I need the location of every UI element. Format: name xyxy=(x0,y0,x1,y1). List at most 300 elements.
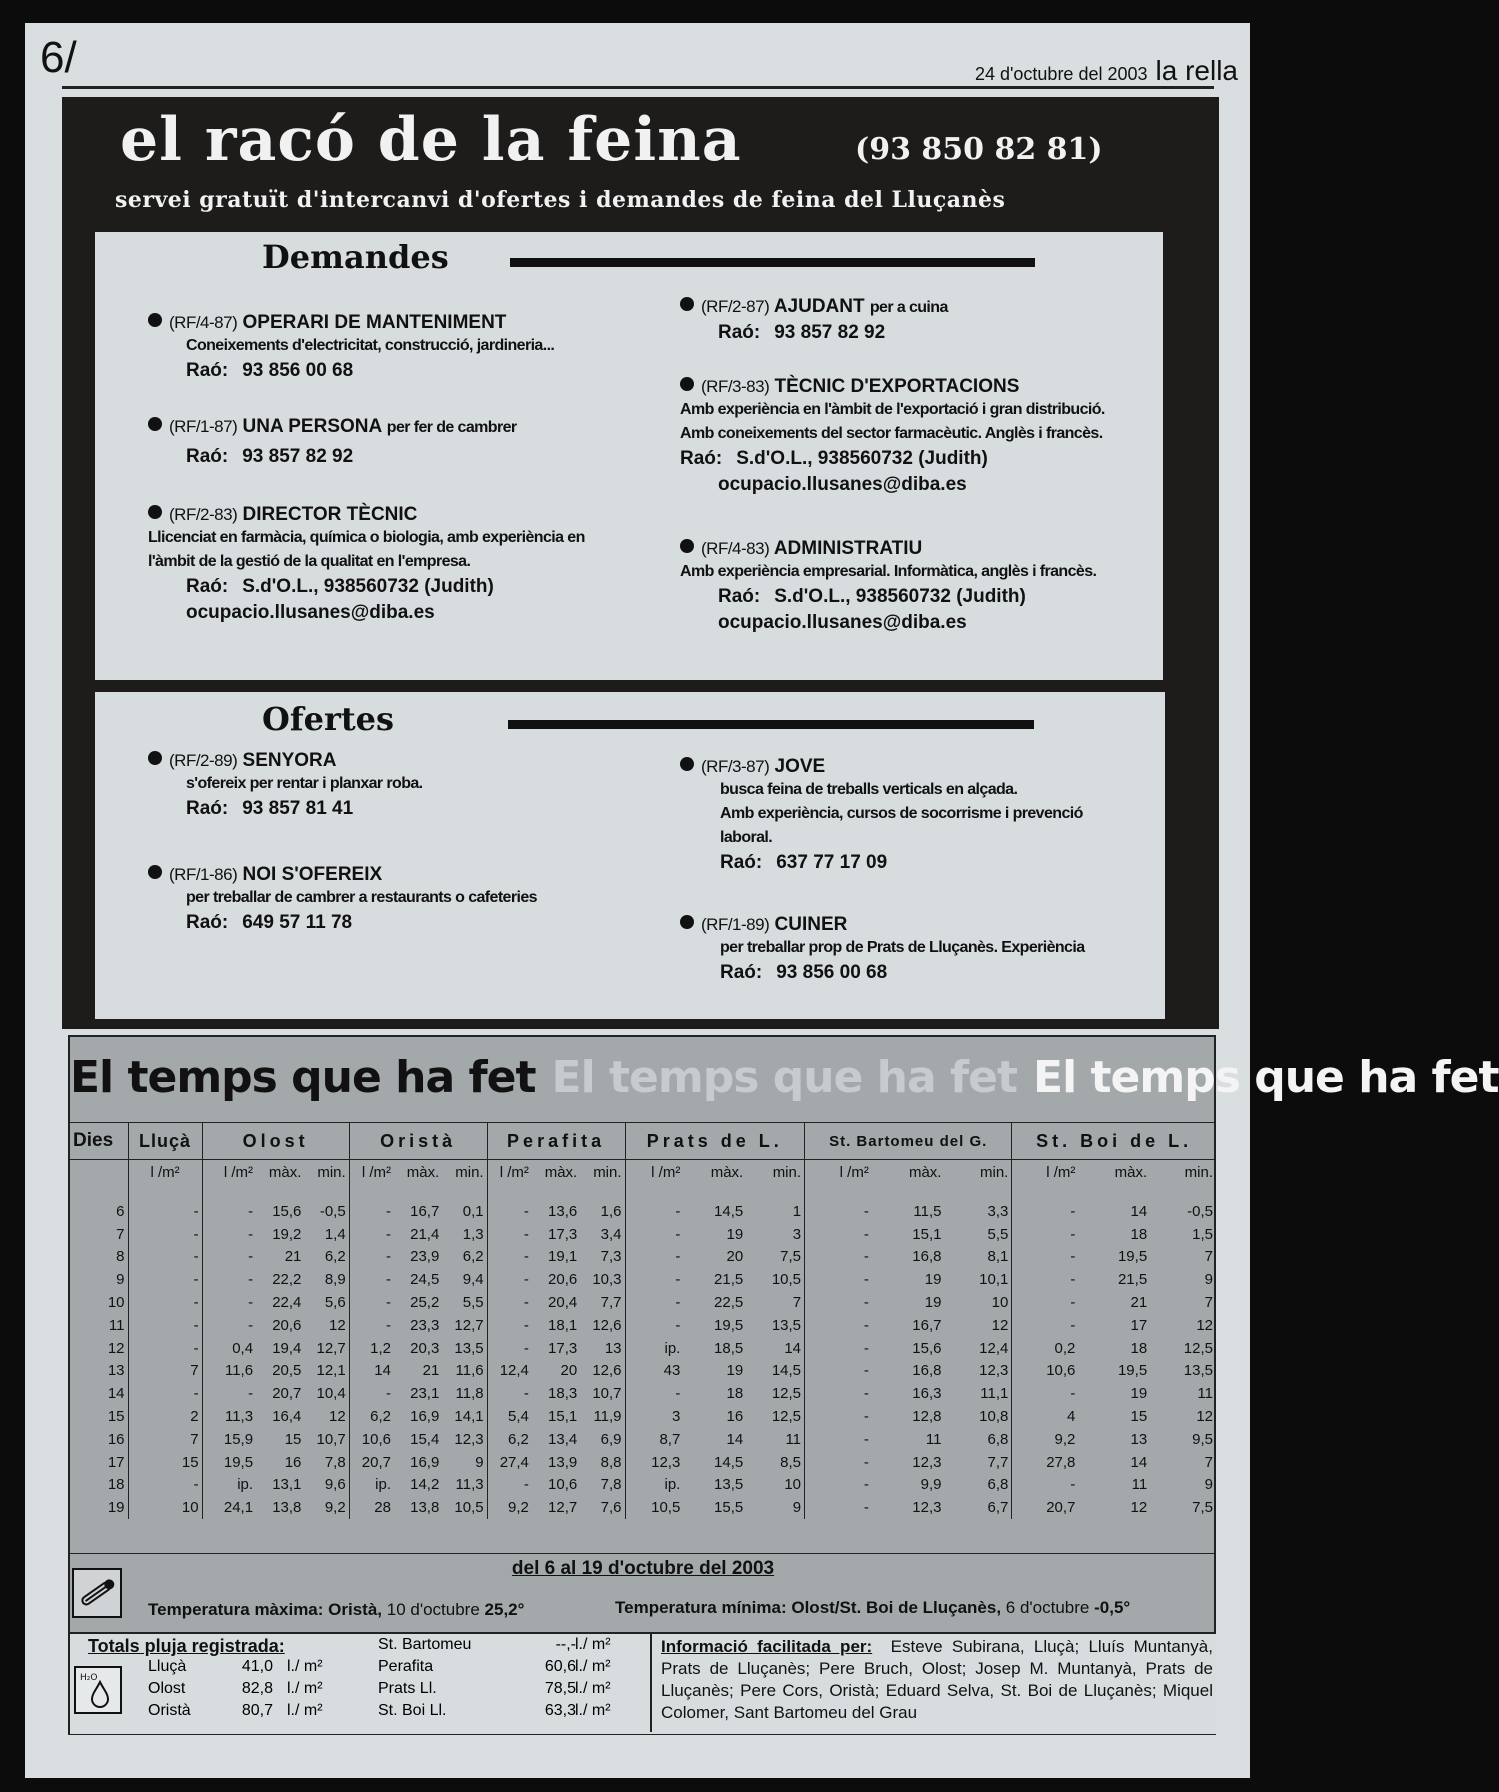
weather-cell: - xyxy=(805,1474,872,1497)
station-header: Lluçà xyxy=(128,1123,202,1160)
ofertes-rule xyxy=(508,720,1034,729)
weather-row xyxy=(70,1474,1216,1497)
weather-cell: 18,1 xyxy=(548,1316,578,1334)
weather-cell: 12,4 xyxy=(487,1360,532,1383)
weather-row xyxy=(70,1200,1216,1223)
weather-cell: 1,5 xyxy=(1192,1225,1213,1243)
weather-cell: 21 xyxy=(1130,1294,1148,1312)
weather-cell: 13,5 xyxy=(454,1339,484,1357)
rain-total-unit: l./ m² xyxy=(287,1702,323,1719)
weather-cell: 20 xyxy=(726,1248,744,1266)
weather-cell: - xyxy=(349,1200,394,1223)
weather-cell: - xyxy=(128,1223,202,1246)
weather-cell: 8 xyxy=(116,1248,125,1266)
svg-text:H₂O: H₂O xyxy=(80,1673,98,1683)
weather-cell: 13,8 xyxy=(410,1499,440,1517)
weather-cell: 13 xyxy=(107,1362,125,1380)
weather-cell: 2 xyxy=(128,1405,202,1428)
weather-cell: - xyxy=(805,1200,872,1223)
weather-cell: 13 xyxy=(604,1339,622,1357)
weather-cell: 11 xyxy=(925,1430,942,1448)
weather-row xyxy=(70,1223,1216,1246)
weather-cell: 13 xyxy=(1130,1430,1148,1448)
rain-total-unit: l./ m² xyxy=(287,1658,323,1675)
weather-cell: 9,2 xyxy=(487,1496,532,1519)
job-demand-item: (RF/1-87) UNA PERSONA per fer de cambrer Raó: 93 857 82 92 xyxy=(148,416,517,470)
weather-row xyxy=(70,1405,1216,1428)
weather-cell: 7,7 xyxy=(987,1453,1009,1471)
weather-cell: 6,2 xyxy=(487,1428,532,1451)
weather-cell: 23,9 xyxy=(410,1248,440,1266)
publication-name: la rella xyxy=(1155,55,1238,86)
rain-total-unit: l./ m² xyxy=(575,1680,611,1697)
demandes-rule xyxy=(510,258,1035,267)
weather-cell: - xyxy=(128,1291,202,1314)
weather-cell: - xyxy=(1012,1314,1079,1337)
bullet-icon xyxy=(148,751,162,765)
weather-row xyxy=(70,1496,1216,1519)
weather-cell: 9 xyxy=(1204,1271,1213,1289)
weather-cell: 1,3 xyxy=(462,1225,484,1243)
email-link: ocupacio.llusanes@diba.es xyxy=(718,612,967,633)
job-demand-item: (RF/2-83) DIRECTOR TÈCNIC Llicenciat en farmàcia, química o biologia, amb experiència en l'àmbit de la gestió de la qualitat en l'empresa. Raó: S.d'O.L., 938560732 (Judith) ocupacio.llusanes@diba.es xyxy=(148,504,585,626)
weather-cell: 19,4 xyxy=(272,1339,302,1357)
weather-cell: 27,4 xyxy=(487,1451,532,1474)
weather-cell: ip. xyxy=(202,1474,256,1497)
weather-cell: 23,1 xyxy=(410,1385,440,1403)
weather-cell: 10 xyxy=(107,1294,125,1312)
weather-cell: 20,7 xyxy=(349,1451,394,1474)
weather-cell: 24,1 xyxy=(202,1496,256,1519)
weather-cell: 13,4 xyxy=(548,1430,578,1448)
weather-cell: -0,5 xyxy=(319,1202,346,1220)
weather-cell: 12,7 xyxy=(548,1499,578,1517)
weather-cell: ip. xyxy=(349,1474,394,1497)
weather-cell: 20,6 xyxy=(548,1271,578,1289)
weather-cell: 10,7 xyxy=(316,1430,346,1448)
weather-cell: - xyxy=(202,1382,256,1405)
weather-cell: 18 xyxy=(1130,1339,1148,1357)
weather-cell: - xyxy=(625,1314,683,1337)
weather-cell: 10 xyxy=(991,1294,1009,1312)
weather-cell: 19 xyxy=(1130,1385,1148,1403)
weather-cell: 12,5 xyxy=(771,1385,802,1403)
weather-cell: 13,5 xyxy=(714,1476,744,1494)
demandes-title: Demandes xyxy=(262,238,449,276)
weather-cell: - xyxy=(128,1337,202,1360)
weather-row xyxy=(70,1314,1216,1337)
weather-cell: 17,3 xyxy=(548,1339,578,1357)
weather-cell: 5,5 xyxy=(462,1294,484,1312)
weather-cell: 8,8 xyxy=(600,1453,622,1471)
weather-cell: - xyxy=(487,1474,532,1497)
weather-cell: 24,5 xyxy=(410,1271,440,1289)
bullet-icon xyxy=(148,865,162,879)
weather-row xyxy=(70,1360,1216,1383)
weather-cell: 7,8 xyxy=(600,1476,622,1494)
weather-cell: 12,8 xyxy=(912,1408,942,1426)
weather-cell: 16 xyxy=(726,1408,744,1426)
weather-cell: 6,8 xyxy=(987,1430,1009,1448)
rain-total-name: St. Boi Ll. xyxy=(378,1702,447,1719)
info-credits: Informació facilitada per: Esteve Subirana, Lluçà; Lluís Muntanyà, Prats de Lluçanès; Pere Bruch, Olost; Josep M. Muntanyà, Prats de Lluçanès; Pere Cors, Oristà; Eduard Selva, St. Boi de Lluçanès; Miquel Colomer, Sant Bartomeu del Grau xyxy=(661,1637,1213,1722)
weather-cell: 6,9 xyxy=(600,1430,622,1448)
weather-cell: - xyxy=(625,1223,683,1246)
weather-cell: 4 xyxy=(1012,1405,1079,1428)
weather-cell: - xyxy=(349,1268,394,1291)
weather-cell: 10,4 xyxy=(316,1385,346,1403)
weather-cell: 7 xyxy=(1204,1453,1213,1471)
weather-cell: 7,6 xyxy=(600,1499,622,1517)
weather-cell: 0,1 xyxy=(462,1202,484,1220)
weather-cell: 11,8 xyxy=(455,1385,484,1403)
station-header: Prats de L. xyxy=(625,1123,805,1160)
weather-cell: 10,6 xyxy=(548,1476,578,1494)
weather-cell: - xyxy=(349,1223,394,1246)
weather-cell: - xyxy=(202,1291,256,1314)
weather-cell: 12 xyxy=(1196,1316,1213,1334)
weather-cell: 11,9 xyxy=(593,1408,622,1426)
weather-cell: 7,5 xyxy=(780,1248,802,1266)
weather-cell: 19,5 xyxy=(1117,1362,1148,1380)
weather-cell: - xyxy=(625,1291,683,1314)
weather-cell: 11 xyxy=(1197,1385,1213,1403)
weather-cell: - xyxy=(805,1405,872,1428)
weather-cell: 14,2 xyxy=(410,1476,440,1494)
weather-cell: 14 xyxy=(349,1360,394,1383)
weather-cell: 14,5 xyxy=(714,1453,744,1471)
weather-cell: 16,7 xyxy=(912,1316,942,1334)
weather-cell: 20,4 xyxy=(548,1294,578,1312)
weather-cell: 6,2 xyxy=(462,1248,484,1266)
weather-cell: 10,1 xyxy=(979,1271,1009,1289)
weather-cell: 16,9 xyxy=(410,1453,440,1471)
weather-cell: 1 xyxy=(792,1202,802,1220)
weather-cell: 19 xyxy=(107,1499,125,1517)
job-demand-item: (RF/3-83) TÈCNIC D'EXPORTACIONS Amb experiència en l'àmbit de l'exportació i gran distribució. Amb coneixements del sector farmacèutic. Anglès i francès. Raó: S.d'O.L., 938560732 (Judith) ocupacio.llusanes@diba.es xyxy=(680,376,1105,498)
weather-cell: 9,9 xyxy=(920,1476,942,1494)
weather-cell: 15 xyxy=(128,1451,202,1474)
job-corner-subtitle: servei gratuït d'intercanvi d'ofertes i demandes de feina del Lluçanès xyxy=(115,187,1006,213)
rain-total-value: 60,6 xyxy=(544,1658,576,1675)
rain-total-unit: l./ m² xyxy=(287,1680,323,1697)
weather-cell: - xyxy=(1012,1382,1079,1405)
weather-cell: 19,5 xyxy=(202,1451,256,1474)
weather-cell: 16,4 xyxy=(272,1408,302,1426)
weather-cell: - xyxy=(349,1382,394,1405)
weather-cell: 20,6 xyxy=(272,1316,302,1334)
weather-cell: 15,5 xyxy=(714,1499,744,1517)
weather-cell: 8,5 xyxy=(780,1453,802,1471)
bullet-icon xyxy=(680,297,694,311)
weather-cell: 13,5 xyxy=(771,1316,802,1334)
weather-cell: - xyxy=(128,1200,202,1223)
weather-cell: - xyxy=(202,1200,256,1223)
weather-cell: - xyxy=(805,1314,872,1337)
weather-cell: 20,7 xyxy=(1012,1496,1079,1519)
weather-cell: 23,3 xyxy=(410,1316,440,1334)
weather-cell: - xyxy=(487,1246,532,1269)
weather-cell: - xyxy=(1012,1246,1079,1269)
weather-cell: 14 xyxy=(1130,1202,1148,1220)
weather-cell: 13,9 xyxy=(548,1453,578,1471)
weather-cell: 7,8 xyxy=(324,1453,346,1471)
weather-cell: 14 xyxy=(784,1339,802,1357)
weather-cell: 14,5 xyxy=(771,1362,802,1380)
weather-cell: 17,3 xyxy=(548,1225,578,1243)
page-number: 6/ xyxy=(40,33,77,82)
weather-cell: 18 xyxy=(1130,1225,1148,1243)
weather-cell: - xyxy=(805,1428,872,1451)
weather-cell: 21,4 xyxy=(410,1225,440,1243)
weather-cell: 20 xyxy=(560,1362,578,1380)
weather-cell: 11,3 xyxy=(455,1476,484,1494)
weather-cell: 3 xyxy=(792,1225,802,1243)
weather-cell: 11,6 xyxy=(455,1362,484,1380)
weather-row xyxy=(70,1428,1216,1451)
weather-cell: 15,6 xyxy=(272,1202,302,1220)
weather-table: Dies Lluçà Olost Oristà Perafita Prats de L. St. Bartomeu del G. St. Boi de L. l /m² l /m² màx. min. l /m² màx. min. l /m² màx. min. l /m² màx. min. l /m² màx. min. l /m² màx. min. 6 - - 15,6 -0,5 - 16,7 0,1 - 13,6 1,6 - 14,5 1 - 11,5 3,3 - 14 -0,5 7 - - 19,2 1,4 - 21,4 1,3 - 17,3 3,4 - 19 3 - 15,1 5,5 - 18 1,5 8 - - 21 6,2 - 23,9 6,2 - 19,1 7,3 - 20 7,5 - 16,8 8,1 - 19,5 7 9 - - 22,2 8,9 - 24,5 9,4 - 20,6 10,3 - 21,5 10,5 - 19 10,1 - 21,5 9 10 - - 22,4 5,6 - 25,2 5,5 - 20,4 7,7 - 22,5 7 - 19 10 - 21 7 11 - - 20,6 12 - 23,3 12,7 - 18,1 12,6 - 19,5 13,5 - 16,7 12 - 17 12 12 - 0,4 19,4 12,7 1,2 20,3 13,5 - 17,3 13 ip. 18,5 14 - 15,6 12,4 0,2 18 12,5 13 7 11,6 20,5 12,1 14 21 11,6 12,4 20 12,6 43 19 14,5 - 16,8 12,3 10,6 19,5 13,5 14 - - 20,7 10,4 - 23,1 11,8 - 18,3 10,7 - 18 12,5 - 16,3 11,1 - 19 11 15 2 11,3 16,4 12 6,2 16,9 14,1 5,4 15,1 11,9 3 16 12,5 - 12,8 10,8 4 15 12 16 7 15,9 15 10,7 10,6 15,4 12,3 6,2 13,4 6,9 8,7 14 11 - 11 6,8 9,2 13 9,5 17 15 19,5 16 7,8 20,7 16,9 9 27,4 13,9 8,8 12,3 14,5 8,5 - 12,3 7,7 27,8 14 7 18 - ip. 13,1 9,6 ip. 14,2 11,3 - 10,6 7,8 ip. 13,5 10 - 9,9 6,8 - 11 9 19 10 24,1 13,8 9,2 28 13,8 10,5 9,2 12,7 7,6 10,5 15,5 9 - 12,3 6,7 20,7 12 7,5 xyxy=(70,1122,1216,1519)
job-offer-item: (RF/3-87) JOVE busca feina de treballs verticals en alçada. Amb experiència, cursos de socorrisme i prevenció laboral. Raó: 637 77 17 09 xyxy=(680,756,1083,876)
water-drop-icon xyxy=(74,1666,122,1714)
weather-cell: 19 xyxy=(726,1362,744,1380)
weather-cell: 16,7 xyxy=(410,1202,440,1220)
weather-cell: 12,7 xyxy=(316,1339,346,1357)
weather-cell: 16,8 xyxy=(912,1362,942,1380)
weather-cell: - xyxy=(805,1268,872,1291)
weather-cell: 3,3 xyxy=(987,1202,1009,1220)
weather-cell: - xyxy=(805,1246,872,1269)
weather-cell: 16 xyxy=(284,1453,302,1471)
weather-cell: - xyxy=(805,1382,872,1405)
weather-cell: 10,5 xyxy=(625,1496,683,1519)
weather-cell: 12 xyxy=(991,1316,1009,1334)
weather-cell: 21 xyxy=(284,1248,302,1266)
weather-cell: 13,6 xyxy=(548,1202,578,1220)
weather-cell: 11,1 xyxy=(980,1385,1009,1403)
weather-cell: - xyxy=(128,1268,202,1291)
weather-cell: 7 xyxy=(1204,1248,1213,1266)
weather-cell: ip. xyxy=(625,1337,683,1360)
weather-cell: 7 xyxy=(792,1294,802,1312)
weather-cell: 9,2 xyxy=(1012,1428,1079,1451)
station-header: St. Bartomeu del G. xyxy=(805,1123,1012,1160)
weather-cell: 20,5 xyxy=(272,1362,302,1380)
weather-cell: 10,3 xyxy=(592,1271,622,1289)
rain-total-name: Prats Ll. xyxy=(378,1680,437,1697)
weather-cell: - xyxy=(128,1246,202,1269)
job-demand-item: (RF/4-87) OPERARI DE MANTENIMENT Coneixements d'electricitat, construcció, jardineria... Raó: 93 856 00 68 xyxy=(148,312,554,384)
weather-cell: 16 xyxy=(107,1430,125,1448)
rain-total-name: Perafita xyxy=(378,1658,434,1675)
weather-cell: - xyxy=(1012,1223,1079,1246)
rain-total-name: Lluçà xyxy=(148,1658,187,1675)
job-demand-item: (RF/2-87) AJUDANT per a cuina Raó: 93 857 82 92 xyxy=(680,296,948,346)
weather-cell: 22,2 xyxy=(272,1271,302,1289)
weather-cell: - xyxy=(805,1223,872,1246)
weather-cell: - xyxy=(202,1314,256,1337)
weather-cell: - xyxy=(128,1314,202,1337)
weather-cell: 12 xyxy=(107,1339,125,1357)
weather-cell: 20,7 xyxy=(272,1385,302,1403)
weather-cell: 20,3 xyxy=(410,1339,440,1357)
weather-cell: 7 xyxy=(128,1428,202,1451)
weather-row xyxy=(70,1246,1216,1269)
weather-cell: 11,6 xyxy=(202,1360,256,1383)
rain-total-name: St. Bartomeu xyxy=(378,1636,472,1653)
weather-row xyxy=(70,1268,1216,1291)
weather-cell: 21 xyxy=(422,1362,440,1380)
weather-cell: 18 xyxy=(107,1476,125,1494)
weather-row xyxy=(70,1451,1216,1474)
station-header: Perafita xyxy=(487,1123,625,1160)
weather-cell: 15,1 xyxy=(548,1408,578,1426)
weather-cell: 15,1 xyxy=(912,1225,942,1243)
weather-cell: - xyxy=(805,1291,872,1314)
weather-cell: -0,5 xyxy=(1187,1202,1213,1220)
weather-cell: 6 xyxy=(116,1202,125,1220)
weather-cell: - xyxy=(128,1382,202,1405)
bullet-icon xyxy=(680,757,694,771)
weather-cell: 25,2 xyxy=(410,1294,440,1312)
weather-cell: 28 xyxy=(349,1496,394,1519)
weather-cell: 15,6 xyxy=(912,1339,942,1357)
weather-cell: 18,5 xyxy=(714,1339,744,1357)
totals-divider xyxy=(650,1632,652,1732)
job-offer-item: (RF/1-86) NOI S'OFEREIX per treballar de cambrer a restaurants o cafeteries Raó: 649 57 11 78 xyxy=(148,864,537,936)
weather-cell: 12,3 xyxy=(912,1499,942,1517)
weather-cell: 6,8 xyxy=(987,1476,1009,1494)
email-link: ocupacio.llusanes@diba.es xyxy=(718,474,967,495)
weather-cell: 9,4 xyxy=(462,1271,484,1289)
job-corner-phone: (93 850 82 81) xyxy=(855,132,1103,167)
weather-cell: 12,5 xyxy=(771,1408,802,1426)
weather-cell: - xyxy=(487,1382,532,1405)
weather-cell: 9,2 xyxy=(324,1499,346,1517)
weather-cell: 15,9 xyxy=(202,1428,256,1451)
weather-cell: ip. xyxy=(625,1474,683,1497)
weather-cell: 7 xyxy=(128,1360,202,1383)
weather-cell: 8,7 xyxy=(625,1428,683,1451)
bullet-icon xyxy=(148,417,162,431)
weather-cell: 9 xyxy=(116,1271,125,1289)
weather-cell: 19,2 xyxy=(272,1225,302,1243)
job-offer-item: (RF/1-89) CUINER per treballar prop de Prats de Lluçanès. Experiència Raó: 93 856 00 68 xyxy=(680,914,1085,986)
weather-cell: 12,7 xyxy=(454,1316,484,1334)
weather-cell: - xyxy=(625,1246,683,1269)
weather-cell: 11,5 xyxy=(913,1202,942,1220)
weather-cell: 11 xyxy=(785,1430,802,1448)
weather-cell: 14,1 xyxy=(454,1408,484,1426)
rain-total-value: 78,5 xyxy=(544,1680,576,1697)
weather-cell: 10 xyxy=(784,1476,802,1494)
weather-cell: 9,6 xyxy=(324,1476,346,1494)
weather-cell: 5,4 xyxy=(487,1405,532,1428)
weather-cell: 10 xyxy=(128,1496,202,1519)
weather-cell: 3,4 xyxy=(600,1225,622,1243)
weather-cell: 12,3 xyxy=(454,1430,484,1448)
weather-cell: 15 xyxy=(1130,1408,1148,1426)
weather-cell: - xyxy=(202,1268,256,1291)
weather-cell: 13,8 xyxy=(272,1499,302,1517)
weather-cell: 12 xyxy=(329,1408,346,1426)
weather-cell: 13,1 xyxy=(272,1476,302,1494)
page-date-line xyxy=(975,55,1238,87)
weather-cell: 12,6 xyxy=(592,1316,622,1334)
weather-cell: 9 xyxy=(792,1499,802,1517)
weather-cell: - xyxy=(487,1291,532,1314)
weather-cell: 19,1 xyxy=(548,1248,578,1266)
weather-cell: - xyxy=(202,1246,256,1269)
station-header: Olost xyxy=(202,1123,349,1160)
weather-cell: 10,7 xyxy=(592,1385,622,1403)
weather-cell: 8,1 xyxy=(987,1248,1009,1266)
weather-cell: 14 xyxy=(1130,1453,1148,1471)
weather-cell: 5,5 xyxy=(987,1225,1009,1243)
weather-cell: 3 xyxy=(625,1405,683,1428)
weather-divider xyxy=(70,1553,1216,1554)
weather-cell: 14,5 xyxy=(714,1202,744,1220)
weather-cell: 10,5 xyxy=(771,1271,802,1289)
weather-cell: 10,6 xyxy=(1012,1360,1079,1383)
rain-total-value: 80,7 xyxy=(241,1702,273,1719)
job-demand-item: (RF/4-83) ADMINISTRATIU Amb experiència empresarial. Informàtica, anglès i francès. Raó: S.d'O.L., 938560732 (Judith) ocupacio.llusanes@diba.es xyxy=(680,538,1096,636)
weather-cell: 5,6 xyxy=(324,1294,346,1312)
weather-title: El temps que ha fet El temps que ha fet El temps que ha fet xyxy=(70,1052,1499,1103)
weather-cell: 19,5 xyxy=(1117,1248,1148,1266)
weather-cell: 19 xyxy=(726,1225,744,1243)
weather-cell: 7,3 xyxy=(600,1248,622,1266)
weather-cell: 22,5 xyxy=(714,1294,744,1312)
weather-cell: - xyxy=(202,1223,256,1246)
rain-total-name: Oristà xyxy=(148,1702,191,1719)
rain-total-name: Olost xyxy=(148,1680,186,1697)
rain-total-value: 41,0 xyxy=(241,1658,273,1675)
weather-row xyxy=(70,1291,1216,1314)
job-offer-item: (RF/2-89) SENYORA s'ofereix per rentar i planxar roba. Raó: 93 857 81 41 xyxy=(148,750,423,822)
weather-cell: 12,6 xyxy=(592,1362,622,1380)
weather-cell: 12,4 xyxy=(979,1339,1009,1357)
weather-cell: 12,1 xyxy=(316,1362,346,1380)
issue-date: 24 d'octubre del 2003 xyxy=(974,64,1148,84)
weather-cell: - xyxy=(805,1451,872,1474)
weather-cell: - xyxy=(487,1337,532,1360)
rain-total-unit: l./ m² xyxy=(575,1658,611,1675)
weather-cell: 9,5 xyxy=(1192,1430,1213,1448)
weather-cell: - xyxy=(805,1337,872,1360)
days-header: Dies xyxy=(70,1123,128,1160)
weather-cell: 10,6 xyxy=(349,1428,394,1451)
totals-label: Totals pluja registrada: xyxy=(88,1636,285,1656)
weather-row xyxy=(70,1382,1216,1405)
weather-cell: - xyxy=(1012,1474,1079,1497)
weather-cell: 16,9 xyxy=(410,1408,440,1426)
rain-total-unit: l./ m² xyxy=(575,1636,611,1653)
weather-cell: - xyxy=(625,1382,683,1405)
weather-cell: 18 xyxy=(726,1385,744,1403)
weather-cell: - xyxy=(1012,1291,1079,1314)
weather-cell: 7,7 xyxy=(600,1294,622,1312)
weather-cell: 18,3 xyxy=(548,1385,578,1403)
weather-cell: 16,3 xyxy=(912,1385,942,1403)
weather-cell: 12 xyxy=(1196,1408,1213,1426)
weather-cell: 16,8 xyxy=(912,1248,942,1266)
rain-total-value: 63,3 xyxy=(544,1702,576,1719)
weather-cell: 21,5 xyxy=(1117,1271,1148,1289)
weather-cell: 22,4 xyxy=(272,1294,302,1312)
weather-cell: 10,5 xyxy=(454,1499,484,1517)
weather-cell: 7,5 xyxy=(1192,1499,1213,1517)
